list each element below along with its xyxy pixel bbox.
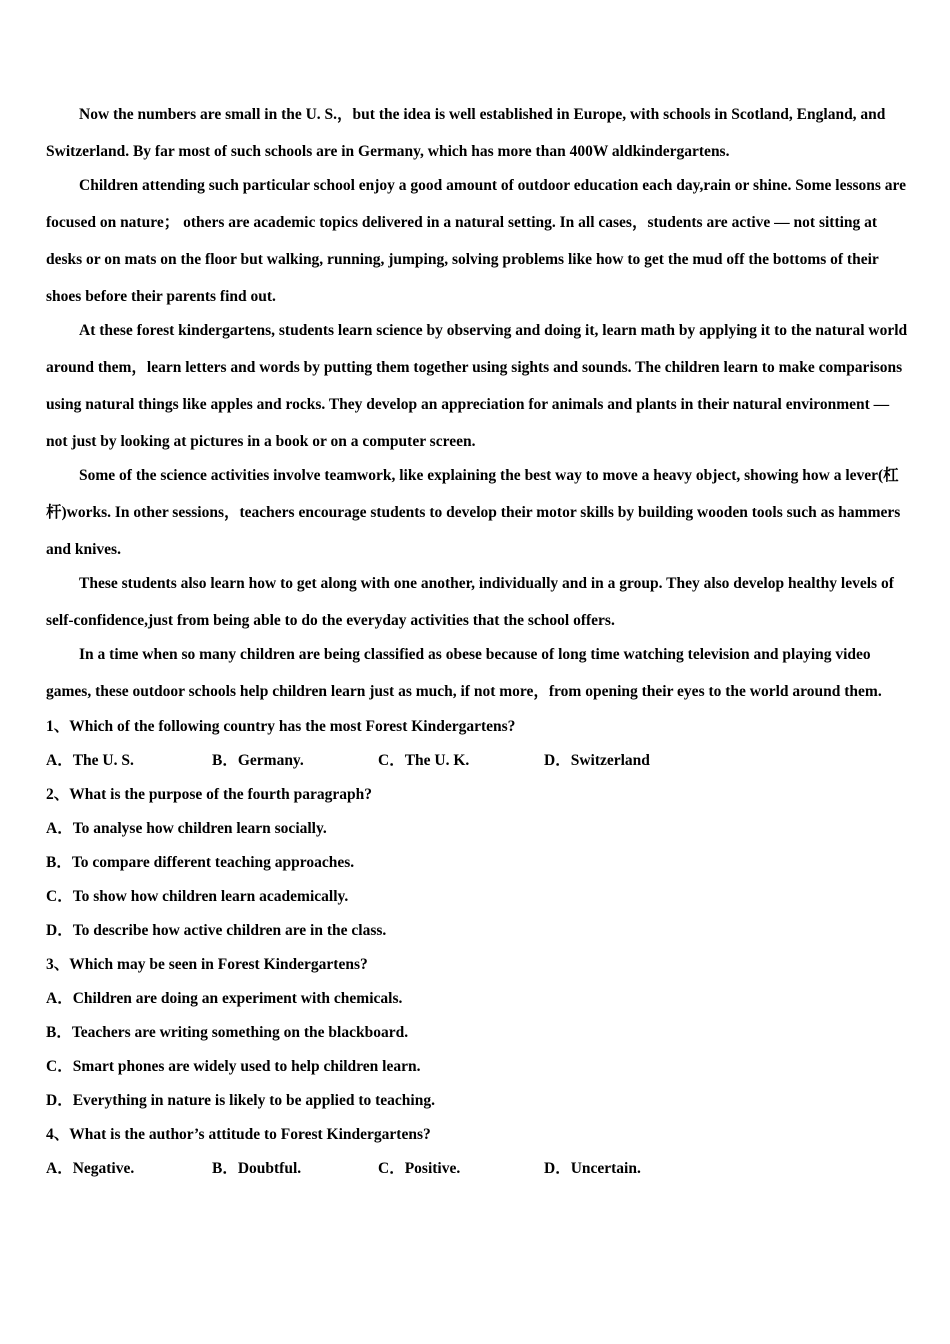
question-3-option-a: A．Children are doing an experiment with chemicals. <box>46 990 403 1007</box>
question-4-option-b: B．Doubtful. <box>212 1160 302 1177</box>
question-1-option-d: D．Switzerland <box>544 752 650 769</box>
question-4-options <box>46 1152 910 1186</box>
question-1-options <box>46 744 910 778</box>
question-2-option-d: D．To describe how active children are in the class. <box>46 922 387 939</box>
question-1-option-b: B．Germany. <box>212 752 304 769</box>
question-4-option-d: D．Uncertain. <box>544 1160 641 1177</box>
passage-paragraph-6: In a time when so many children are being classified as obese because of long time watching television and playing video games, these outdoor schools help children learn just as much, if not more，from opening their eyes to the world around them. <box>46 646 882 700</box>
question-3-option-c: C．Smart phones are widely used to help children learn. <box>46 1058 421 1075</box>
passage-paragraph-1: Now the numbers are small in the U. S.，but the idea is well established in Europe, with schools in Scotland, England, and Switzerland. By far most of such schools are in Germany, which has more than 400W aldkindergartens. <box>46 106 886 160</box>
passage-paragraph-5: These students also learn how to get along with one another, individually and in a group. They also develop healthy levels of self-confidence,just from being able to do the everyday activities that the school offers. <box>46 575 894 629</box>
question-2-stem: 2、What is the purpose of the fourth paragraph? <box>46 786 372 803</box>
document-page <box>46 96 910 1186</box>
passage-paragraph-2: Children attending such particular school enjoy a good amount of outdoor education each day,rain or shine. Some lessons are focused on nature； others are academic topics delivered in a natural setting. In all cases，students are active — not sitting at desks or on mats on the floor but walking, running, jumping, solving problems like how to get the mud off the bottoms of their shoes before their parents find out. <box>46 177 907 305</box>
question-2-option-a: A．To analyse how children learn socially. <box>46 820 327 837</box>
question-2-option-c: C．To show how children learn academically. <box>46 888 349 905</box>
passage-paragraph-3: At these forest kindergartens, students learn science by observing and doing it, learn math by applying it to the natural world around them，learn letters and words by putting them together using sights and sounds. The children learn to make comparisons using natural things like apples and rocks. They develop an appreciation for animals and plants in their natural environment — not just by looking at pictures in a book or on a computer screen. <box>46 322 908 450</box>
question-1-stem: 1、Which of the following country has the most Forest Kindergartens? <box>46 718 516 735</box>
question-3-option-d: D．Everything in nature is likely to be applied to teaching. <box>46 1092 435 1109</box>
question-1-option-a: A．The U. S. <box>46 752 134 769</box>
question-2-option-b: B．To compare different teaching approaches. <box>46 854 355 871</box>
question-4-stem: 4、What is the author’s attitude to Forest Kindergartens? <box>46 1126 431 1143</box>
passage-paragraph-4: Some of the science activities involve teamwork, like explaining the best way to move a heavy object, showing how a lever(杠杆)works. In other sessions，teachers encourage students to develop their motor skills by building wooden tools such as hammers and knives. <box>46 467 901 558</box>
question-4-option-c: C．Positive. <box>378 1160 461 1177</box>
question-3-stem: 3、Which may be seen in Forest Kindergartens? <box>46 956 368 973</box>
question-3-option-b: B．Teachers are writing something on the blackboard. <box>46 1024 409 1041</box>
question-4-option-a: A．Negative. <box>46 1160 135 1177</box>
question-1-option-c: C．The U. K. <box>378 752 470 769</box>
